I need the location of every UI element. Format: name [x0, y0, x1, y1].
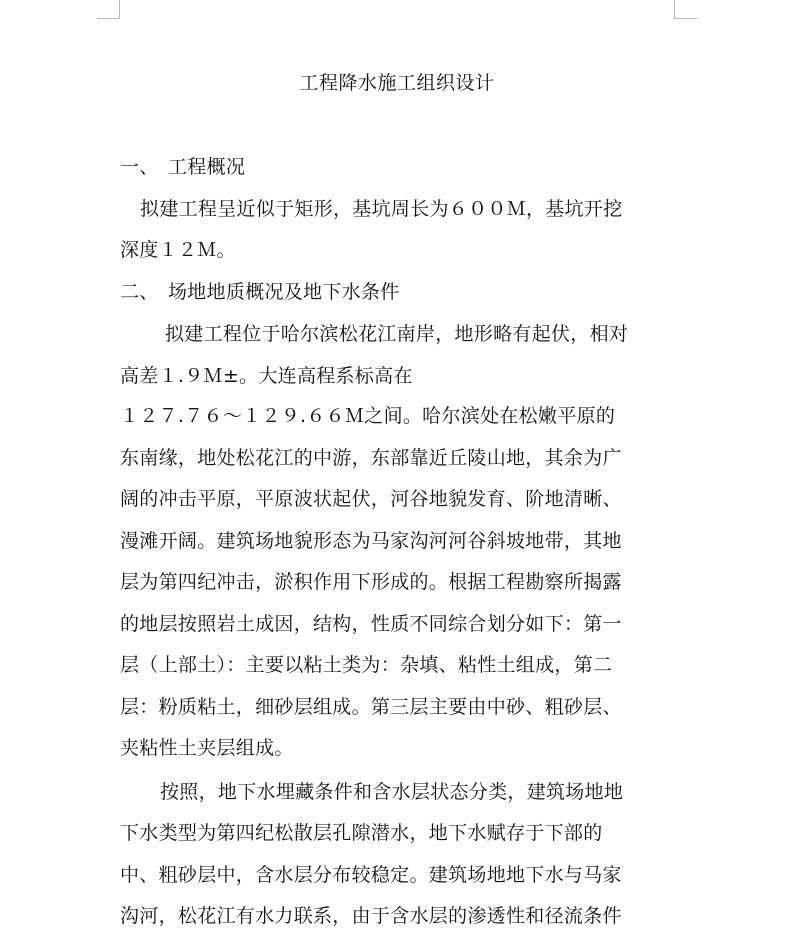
paragraph-line: 拟建工程位于哈尔滨松花江南岸，地形略有起伏，相对 [165, 323, 629, 345]
paragraph-line: 夹粘性土夹层组成。 [120, 737, 294, 759]
section-heading-text: 场地地质概况及地下水条件 [168, 281, 400, 303]
paragraph-line: 东南缘，地处松花江的中游，东部靠近丘陵山地，其余为广 [120, 447, 622, 469]
paragraph-line: 按照，地下水埋藏条件和含水层状态分类，建筑场地地 [160, 781, 624, 803]
paragraph-line: 的地层按照岩土成因，结构，性质不同综合划分如下：第一 [120, 613, 622, 635]
top-left-margin-mark [97, 0, 120, 19]
paragraph-line: 高差１.９Ｍ±。大连高程系标高在 [120, 365, 413, 387]
paragraph-line: 拟建工程呈近似于矩形，基坑周长为６００Ｍ，基坑开挖 [140, 198, 623, 220]
paragraph-line: 漫滩开阔。建筑场地貌形态为马家沟河河谷斜坡地带，其地 [120, 530, 622, 552]
paragraph-line: 沟河，松花江有水力联系，由于含水层的渗透性和径流条件 [120, 905, 622, 927]
paragraph-line: 层：粉质粘土，细砂层组成。第三层主要由中砂、粗砂层、 [120, 696, 622, 718]
section-heading-text: 工程概况 [168, 156, 246, 178]
paragraph-line: １２７.７６～１２９.６６Ｍ之间。哈尔滨处在松嫩平原的 [120, 405, 616, 427]
top-right-margin-mark [674, 0, 697, 19]
paragraph-line: 层（上部土）：主要以粘土类为：杂填、粘性土组成，第二 [120, 654, 613, 676]
section-heading-2 [120, 277, 680, 304]
document-title: 工程降水施工组织设计 [299, 72, 495, 94]
paragraph-line: 阔的冲击平原，平原波状起伏，河谷地貌发育、阶地清晰、 [120, 488, 622, 510]
paragraph-line: 深度１２Ｍ。 [120, 239, 236, 261]
section-number: 二、 [120, 281, 159, 303]
section-number: 一、 [120, 156, 159, 178]
section-heading-1 [120, 152, 680, 179]
paragraph-line: 层为第四纪冲击，淤积作用下形成的。根据工程勘察所揭露 [120, 571, 622, 593]
paragraph-line: 下水类型为第四纪松散层孔隙潜水，地下水赋存于下部的 [120, 822, 603, 844]
paragraph-line: 中、粗砂层中，含水层分布较稳定。建筑场地地下水与马家 [120, 864, 622, 886]
